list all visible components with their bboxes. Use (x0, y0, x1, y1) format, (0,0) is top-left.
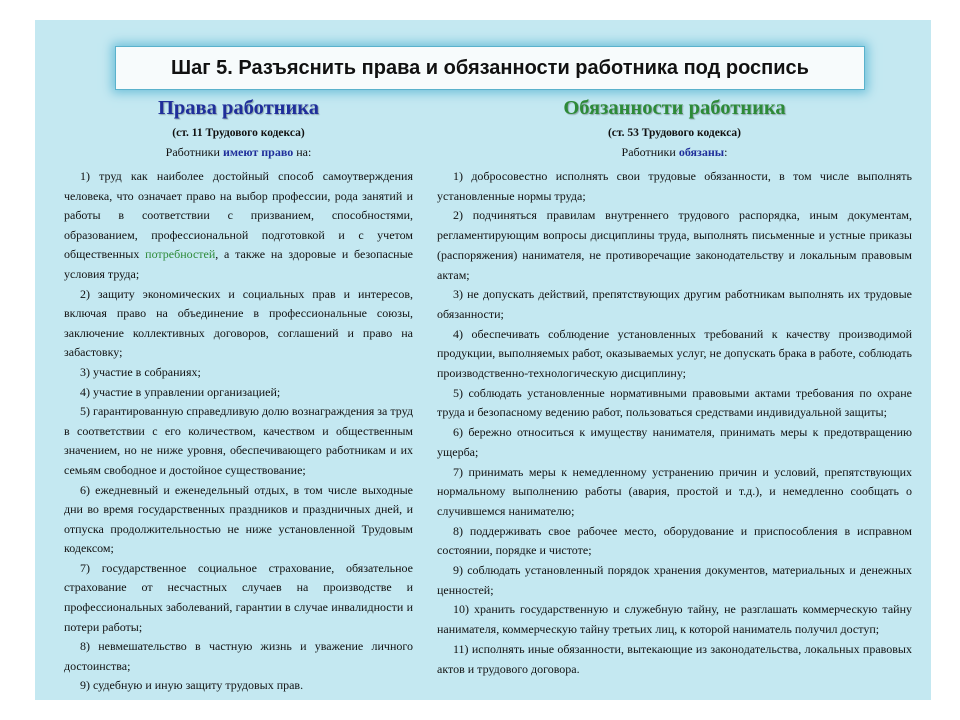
duties-item-8: 8) поддерживать свое рабочее место, оборудование и приспособления в исправном состоянии, порядке и чистоте; (437, 523, 912, 558)
rights-item-7: 7) государственное социальное страхование, обязательное страхование от несчастных случаев на производстве и профессиональных заболеваний, гарантии в случае инвалидности и потери работы; (64, 560, 413, 634)
title-box (115, 46, 865, 90)
rights-item-6: 6) ежедневный и еженедельный отдых, в том числе выходные дни во время государственных праздников и праздничных дней, и отпуска продолжительностью не ниже установленной Трудовым кодексом; (64, 482, 413, 556)
duties-item-11: 11) исполнять иные обязанности, вытекающие из законодательства, локальных правовых актов и трудового договора. (437, 641, 912, 676)
duties-heading: Обязанности работника (563, 97, 786, 119)
duties-item-2: 2) подчиняться правилам внутреннего трудового распорядка, иным документам, регламентирующим вопросы дисциплины труда, выполнять письменные и устные приказы (распоряжения) нанимателя, не противоречащие законодательству и локальным правовым актам; (437, 208, 912, 282)
rights-intro-post: на: (293, 145, 312, 159)
duties-item-1: 1) добросовестно исполнять свои трудовые обязанности, в том числе выполнять установленные нормы труда; (437, 169, 912, 203)
rights-item-1-post: , а также на здоровые и безопасные условия труда; (64, 247, 413, 281)
rights-item-1-pre: 1) труд как наиболее достойный способ самоутверждения человека, что означает право на выбор профессии, рода занятий и работы в соответствии с призванием, способностями, образованием, профессиональной подготовкой и с учетом общественных (64, 169, 413, 262)
duties-item-10: 10) хранить государственную и служебную тайну, не разглашать коммерческую тайну нанимателя, коммерческую тайну третьих лиц, к которой наниматель получил доступ; (437, 602, 912, 637)
rights-item-2: 2) защиту экономических и социальных прав и интересов, включая право на объединение в профессиональные союзы, заключение коллективных договоров, соглашений и право на забастовку; (64, 286, 413, 360)
rights-item-1 (64, 167, 413, 285)
rights-intro-bold: имеют право (222, 145, 294, 159)
rights-list (64, 167, 413, 696)
duties-item-4: 4) обеспечивать соблюдение установленных требований к качеству производимой продукции, выполняемых работ, оказываемых услуг, не допускать брака в работе, соблюдать производственно-технологическую дисциплину; (437, 326, 912, 381)
duties-intro-bold: обязаны (678, 145, 725, 159)
duties-intro (437, 143, 912, 161)
slide (35, 20, 931, 700)
page-title: Шаг 5. Разъяснить права и обязанности работника под роспись (171, 56, 809, 79)
duties-column (437, 96, 912, 679)
duties-item-9: 9) соблюдать установленный порядок хранения документов, материальных и денежных ценностей; (437, 563, 912, 597)
rights-item-5: 5) гарантированную справедливую долю вознаграждения за труд в соответствии с его количеством, качеством и общественным значением, но не ниже уровня, обеспечивающего работникам и их семьям свободное и достойное существование; (64, 404, 413, 477)
rights-item-8: 8) невмешательство в частную жизнь и уважение личного достоинства; (64, 639, 413, 673)
rights-item-9: 9) судебную и иную защиту трудовых прав. (80, 678, 304, 693)
rights-heading: Права работника (157, 97, 320, 119)
duties-intro-post: : (724, 145, 728, 159)
rights-item-1-highlight: потребностей (145, 247, 216, 262)
rights-item-4: 4) участие в управлении организацией; (80, 384, 281, 399)
rights-subheading: (ст. 11 Трудового кодекса) (172, 127, 305, 139)
rights-intro (64, 143, 413, 161)
duties-subheading: (ст. 53 Трудового кодекса) (607, 127, 742, 139)
rights-intro-pre: Работники (165, 145, 223, 159)
duties-item-5: 5) соблюдать установленные нормативными правовыми актами требования по охране труда и безопасному ведению работ, пользоваться средствами индивидуальной защиты; (437, 385, 912, 420)
duties-list (437, 167, 912, 679)
duties-intro-pre: Работники (621, 145, 679, 159)
duties-item-6: 6) бережно относиться к имуществу нанимателя, принимать меры к предотвращению ущерба; (437, 425, 912, 459)
rights-column (64, 96, 413, 696)
duties-item-7: 7) принимать меры к немедленному устранению причин и условий, препятствующих нормальному выполнению работы (авария, простой и т.д.), и немедленно сообщать о случившемся нанимателю; (437, 464, 912, 518)
rights-item-3: 3) участие в собраниях; (80, 364, 201, 379)
duties-item-3: 3) не допускать действий, препятствующих другим работникам выполнять их трудовые обязанности; (437, 287, 912, 321)
